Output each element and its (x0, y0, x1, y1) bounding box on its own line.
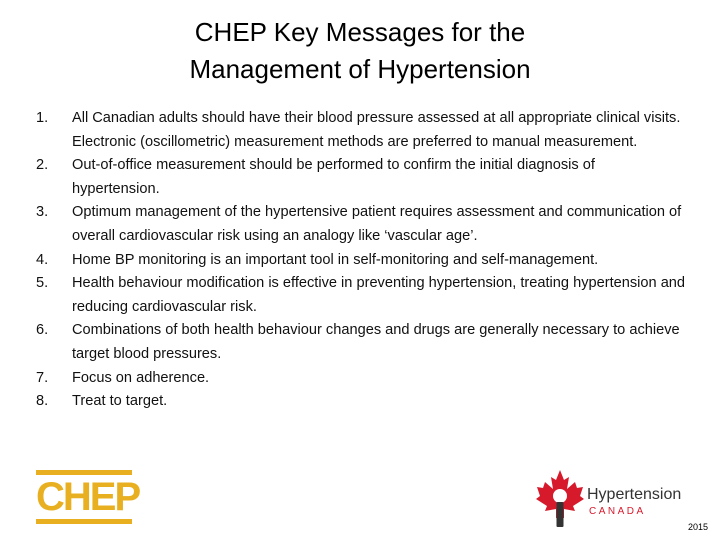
list-item (36, 390, 686, 414)
list-item (36, 107, 686, 154)
item-number: 8. (36, 393, 49, 410)
key-messages-list (36, 107, 686, 414)
hypertension-wordmark: Hypertension (587, 486, 682, 503)
list-item (36, 154, 686, 201)
list-item (36, 367, 686, 391)
slide-year: 2015 (688, 522, 709, 532)
hypertension-canada-logo (535, 466, 695, 530)
item-number: 7. (36, 369, 49, 386)
item-number: 4. (36, 251, 49, 268)
maple-leaf-icon (535, 466, 585, 530)
item-text: Focus on adherence. (72, 369, 210, 386)
chep-logo-bottom-bar (36, 519, 132, 524)
slide-title-line-1: CHEP Key Messages for the (194, 17, 526, 47)
item-text: Home BP monitoring is an important tool in self-monitoring and self-management. (72, 251, 599, 268)
item-number: 5. (36, 275, 49, 292)
item-text: Combinations of both health behaviour changes and drugs are generally necessary to achieve target blood pressures. (72, 322, 680, 362)
list-item (36, 201, 686, 248)
chep-logo (36, 470, 140, 524)
chep-logo-text: CHEP (36, 475, 140, 519)
list-item (36, 319, 686, 366)
item-number: 3. (36, 204, 49, 221)
item-text: Treat to target. (72, 393, 168, 410)
slide-title (0, 14, 720, 88)
list-item (36, 249, 686, 273)
item-number: 1. (36, 110, 49, 126)
item-text: Out-of-office measurement should be performed to confirm the initial diagnosis of hypertension. (72, 157, 595, 197)
item-number: 6. (36, 322, 49, 339)
item-text: Optimum management of the hypertensive patient requires assessment and communication of overall cardiovascular risk using an analogy like ‘vascular age’. (72, 204, 682, 244)
item-number: 2. (36, 157, 49, 174)
slide-title-line-2: Management of Hypertension (189, 54, 531, 84)
canada-wordmark: CANADA (589, 506, 646, 517)
list-item (36, 272, 686, 319)
item-text: Health behaviour modification is effective in preventing hypertension, treating hypertension and reducing cardiovascular risk. (72, 275, 686, 315)
item-text: All Canadian adults should have their blood pressure assessed at all appropriate clinical visits. Electronic (oscillometric) measurement methods are preferred to manual measurement. (72, 110, 681, 150)
